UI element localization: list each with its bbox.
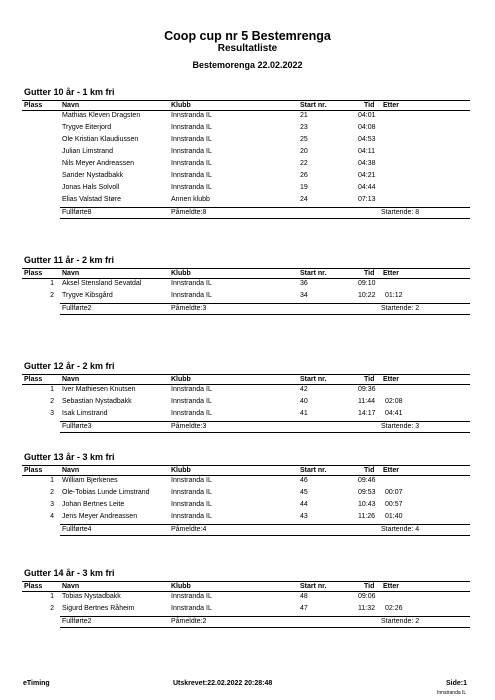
name-cell: Jens Meyer Andreassen (62, 513, 138, 520)
start-number-cell: 22 (300, 160, 308, 167)
footer-club: Innstranda IL (437, 690, 467, 696)
table-row (22, 604, 470, 616)
page-number: Side:1 (446, 680, 468, 687)
name-cell: Ole-Tobias Lunde Limstrand (62, 489, 150, 496)
table-row (22, 111, 470, 123)
col-navn-header: Navn (62, 467, 80, 474)
time-cell: 09:53 (358, 489, 376, 496)
time-cell: 09:36 (358, 386, 376, 393)
col-start-header: Start nr. (300, 583, 327, 590)
start-number-cell: 23 (300, 124, 308, 131)
name-cell: Aksel Stensland Sevatdal (62, 280, 142, 287)
col-klubb-header: Klubb (171, 467, 191, 474)
table-row (22, 171, 470, 183)
place-cell: 2 (50, 489, 54, 496)
start-number-cell: 25 (300, 136, 308, 143)
registered-count: Påmeldte:2 (171, 618, 207, 625)
table-row (22, 195, 470, 207)
results-section (22, 361, 470, 433)
finished-count: Fullførte3 (62, 423, 92, 430)
table-header (22, 374, 470, 385)
name-cell: Tobias Nystadbakk (62, 593, 121, 600)
place-cell: 1 (50, 477, 54, 484)
start-number-cell: 44 (300, 501, 308, 508)
col-start-header: Start nr. (300, 270, 327, 277)
time-cell: 11:32 (358, 605, 375, 612)
col-klubb-header: Klubb (171, 376, 191, 383)
start-number-cell: 43 (300, 513, 308, 520)
club-cell: Innstranda IL (171, 477, 212, 484)
finished-count: Fullførte8 (62, 209, 92, 216)
start-number-cell: 45 (300, 489, 308, 496)
time-cell: 09:06 (358, 593, 376, 600)
section-title: Gutter 10 år - 1 km fri (24, 87, 115, 97)
club-cell: Innstranda IL (171, 136, 212, 143)
club-cell: Innstranda IL (171, 172, 212, 179)
table-row (22, 397, 470, 409)
report-subtitle: Resultatliste (217, 43, 278, 54)
col-etter-header: Etter (383, 583, 399, 590)
place-cell: 2 (50, 605, 54, 612)
place-cell: 1 (50, 386, 54, 393)
time-cell: 04:38 (358, 160, 376, 167)
col-plass-header: Plass (24, 270, 43, 277)
starters-count: Startende: 3 (381, 423, 420, 430)
table-row (22, 147, 470, 159)
table-row (22, 279, 470, 291)
time-cell: 11:44 (358, 398, 375, 405)
start-number-cell: 21 (300, 112, 308, 119)
software-name: eTiming (23, 680, 50, 687)
club-cell: Innstranda IL (171, 489, 212, 496)
table-row (22, 409, 470, 421)
results-section (22, 87, 470, 219)
start-number-cell: 36 (300, 280, 308, 287)
name-cell: Iver Mathiesen Knutsen (62, 386, 136, 393)
name-cell: Isak Limstrand (62, 410, 108, 417)
page-footer (0, 676, 495, 700)
table-row (22, 512, 470, 524)
col-start-header: Start nr. (300, 467, 327, 474)
table-row (22, 183, 470, 195)
time-cell: 04:11 (358, 148, 375, 155)
col-start-header: Start nr. (300, 376, 327, 383)
club-cell: Innstranda IL (171, 513, 212, 520)
finished-count: Fullførte4 (62, 526, 92, 533)
col-navn-header: Navn (62, 270, 80, 277)
col-klubb-header: Klubb (171, 583, 191, 590)
report-header (0, 30, 495, 70)
col-navn-header: Navn (62, 102, 80, 109)
start-number-cell: 26 (300, 172, 308, 179)
time-cell: 04:44 (358, 184, 376, 191)
name-cell: Ole Kristian Klaudiussen (62, 136, 139, 143)
time-cell: 04:53 (358, 136, 376, 143)
table-row (22, 385, 470, 397)
start-number-cell: 47 (300, 605, 308, 612)
name-cell: Nils Meyer Andreassen (62, 160, 134, 167)
club-cell: Innstranda IL (171, 398, 212, 405)
col-etter-header: Etter (383, 376, 399, 383)
club-cell: Innstranda IL (171, 112, 212, 119)
place-cell: 3 (50, 410, 54, 417)
col-navn-header: Navn (62, 376, 80, 383)
club-cell: Innstranda IL (171, 386, 212, 393)
col-tid-header: Tid (364, 467, 375, 474)
name-cell: Johan Bertnes Leite (62, 501, 125, 508)
name-cell: Sebastian Nystadbakk (62, 398, 132, 405)
table-row (22, 135, 470, 147)
col-klubb-header: Klubb (171, 270, 191, 277)
results-section (22, 452, 470, 536)
name-cell: Jonas Hals Solvoll (62, 184, 120, 191)
place-cell: 3 (50, 501, 54, 508)
col-tid-header: Tid (364, 376, 375, 383)
report-title: Coop cup nr 5 Bestemrenga (164, 29, 331, 43)
time-cell: 11:26 (358, 513, 375, 520)
table-header (22, 100, 470, 111)
place-cell: 1 (50, 280, 54, 287)
club-cell: Innstranda IL (171, 410, 212, 417)
place-cell: 4 (50, 513, 54, 520)
time-cell: 07:13 (358, 196, 376, 203)
start-number-cell: 40 (300, 398, 308, 405)
event-date-line: Bestemorenga 22.02.2022 (192, 60, 303, 70)
place-cell: 2 (50, 292, 54, 299)
col-start-header: Start nr. (300, 102, 327, 109)
col-etter-header: Etter (383, 270, 399, 277)
place-cell: 1 (50, 593, 54, 600)
results-section (22, 568, 470, 628)
section-title: Gutter 11 år - 2 km fri (24, 255, 115, 265)
behind-cell: 00:07 (385, 489, 403, 496)
table-row (22, 123, 470, 135)
behind-cell: 01:40 (385, 513, 403, 520)
time-cell: 14:17 (358, 410, 376, 417)
section-title: Gutter 14 år - 3 km fri (24, 568, 115, 578)
club-cell: Innstranda IL (171, 593, 212, 600)
table-row (22, 488, 470, 500)
club-cell: Innstranda IL (171, 124, 212, 131)
club-cell: Innstranda IL (171, 148, 212, 155)
starters-count: Startende: 8 (381, 209, 420, 216)
section-summary (60, 303, 470, 315)
section-title: Gutter 13 år - 3 km fri (24, 452, 115, 462)
time-cell: 04:21 (358, 172, 376, 179)
start-number-cell: 24 (300, 196, 308, 203)
starters-count: Startende: 4 (381, 526, 420, 533)
section-title: Gutter 12 år - 2 km fri (24, 361, 115, 371)
table-row (22, 592, 470, 604)
section-summary (60, 421, 470, 433)
name-cell: Sigurd Bertnes Råheim (62, 605, 135, 612)
col-tid-header: Tid (364, 583, 375, 590)
time-cell: 09:10 (358, 280, 376, 287)
table-row (22, 476, 470, 488)
starters-count: Startende: 2 (381, 618, 420, 625)
behind-cell: 02:26 (385, 605, 403, 612)
time-cell: 10:43 (358, 501, 376, 508)
table-row (22, 500, 470, 512)
name-cell: Elias Valstad Støre (62, 196, 122, 203)
behind-cell: 01:12 (385, 292, 403, 299)
behind-cell: 04:41 (385, 410, 403, 417)
col-navn-header: Navn (62, 583, 80, 590)
col-plass-header: Plass (24, 102, 43, 109)
col-klubb-header: Klubb (171, 102, 191, 109)
col-tid-header: Tid (364, 102, 375, 109)
table-row (22, 159, 470, 171)
time-cell: 04:08 (358, 124, 376, 131)
start-number-cell: 41 (300, 410, 308, 417)
registered-count: Påmeldte:3 (171, 423, 207, 430)
printed-timestamp: Utskrevet:22.02.2022 20:28:48 (173, 680, 273, 687)
registered-count: Påmeldte:8 (171, 209, 207, 216)
start-number-cell: 20 (300, 148, 308, 155)
time-cell: 04:01 (358, 112, 376, 119)
table-header (22, 581, 470, 592)
start-number-cell: 19 (300, 184, 308, 191)
registered-count: Påmeldte:3 (171, 305, 207, 312)
name-cell: William Bjerkenes (62, 477, 118, 484)
behind-cell: 02:08 (385, 398, 403, 405)
col-plass-header: Plass (24, 583, 43, 590)
start-number-cell: 42 (300, 386, 308, 393)
place-cell: 2 (50, 398, 54, 405)
finished-count: Fullførte2 (62, 305, 92, 312)
club-cell: Annen klubb (171, 196, 210, 203)
registered-count: Påmeldte:4 (171, 526, 207, 533)
time-cell: 09:46 (358, 477, 376, 484)
behind-cell: 00:57 (385, 501, 403, 508)
table-row (22, 291, 470, 303)
name-cell: Sander Nystadbakk (62, 172, 124, 179)
section-summary (60, 524, 470, 536)
club-cell: Innstranda IL (171, 160, 212, 167)
results-section (22, 255, 470, 315)
start-number-cell: 48 (300, 593, 308, 600)
name-cell: Trygve Eiterjord (62, 124, 112, 131)
name-cell: Mathias Kleven Dragsten (62, 112, 141, 119)
club-cell: Innstranda IL (171, 280, 212, 287)
club-cell: Innstranda IL (171, 184, 212, 191)
time-cell: 10:22 (358, 292, 376, 299)
club-cell: Innstranda IL (171, 605, 212, 612)
start-number-cell: 34 (300, 292, 308, 299)
starters-count: Startende: 2 (381, 305, 420, 312)
col-plass-header: Plass (24, 467, 43, 474)
col-plass-header: Plass (24, 376, 43, 383)
col-etter-header: Etter (383, 467, 399, 474)
section-summary (60, 207, 470, 219)
name-cell: Trygve Kibsgård (62, 292, 113, 299)
table-header (22, 268, 470, 279)
name-cell: Julian Limstrand (62, 148, 113, 155)
table-header (22, 465, 470, 476)
finished-count: Fullførte2 (62, 618, 92, 625)
club-cell: Innstranda IL (171, 501, 212, 508)
col-etter-header: Etter (383, 102, 399, 109)
section-summary (60, 616, 470, 628)
club-cell: Innstranda IL (171, 292, 212, 299)
start-number-cell: 46 (300, 477, 308, 484)
col-tid-header: Tid (364, 270, 375, 277)
